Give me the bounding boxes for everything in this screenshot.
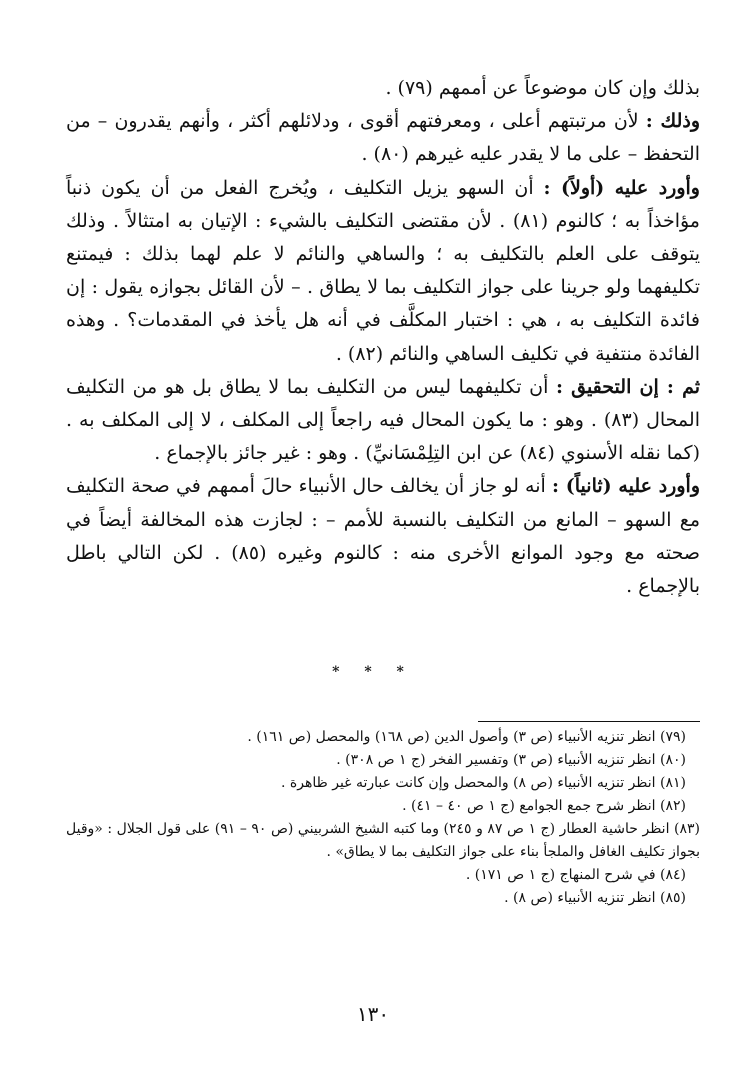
- footnote-85: (٨٥) انظر تنزيه الأنبياء (ص ٨) .: [504, 890, 686, 906]
- page-number: ١٣٠: [356, 1002, 390, 1026]
- footnote-81: (٨١) انظر تنزيه الأنبياء (ص ٨) والمحصل وإن كانت عبارته غير ظاهرة .: [281, 775, 686, 791]
- paragraph-5: [66, 470, 700, 603]
- main-text: [66, 72, 700, 603]
- paragraph-2-text: لأن مرتبتهم أعلى ، ومعرفتهم أقوى ، ودلائلهم أكثر ، وأنهم يقدرون – من التحفظ – على ما لا يقدر عليه غيرهم (٨٠) .: [66, 110, 700, 166]
- paragraph-5-text: أنه لو جاز أن يخالف حال الأنبياء حالَ أممهم في صحة التكليف مع السهو – المانع من التكليف بالنسبة للأمم – : لجازت هذه المخالفة أيضاً في صحته مع وجود الموانع الأخرى منه : كالنوم وغيره (٨٥) . لكن التالي باطل بالإجماع .: [66, 475, 700, 598]
- footnote-80: (٨٠) انظر تنزيه الأنبياء (ص ٣) وتفسير الفخر (ج ١ ص ٣٠٨) .: [336, 752, 686, 768]
- paragraph-2: [66, 105, 700, 171]
- paragraph-5-heading: وأورد عليه (ثانياً) :: [552, 475, 700, 498]
- paragraph-1: [66, 72, 700, 105]
- section-separator: * * *: [332, 664, 414, 680]
- footnote-divider: [478, 721, 700, 722]
- footnotes: [66, 726, 700, 910]
- paragraph-3-text: أن السهو يزيل التكليف ، ويُخرج الفعل من أن يكون ذنباً مؤاخذاً به ؛ كالنوم (٨١) . لأن مقتضى التكليف بالشيء : الإتيان به امتثالاً . وذلك يتوقف على العلم بالتكليف به ؛ والساهي والنائم لا علم لهما بذلك : فيمتنع تكليفهما ولو جرينا على جواز التكليف بما لا يطاق . – لأن القائل بجوازه يقول : إن فائدة التكليف به ، هي : اختبار المكلَّف في أنه هل يأخذ في المقدمات؟ . وهذه الفائدة منتفية في تكليف الساهي والنائم (٨٢) .: [66, 176, 700, 365]
- footnote-82: (٨٢) انظر شرح جمع الجوامع (ج ١ ص ٤٠ – ٤١) .: [402, 798, 686, 814]
- paragraph-4-text: أن تكليفهما ليس من التكليف بما لا يطاق بل هو من التكليف المحال (٨٣) . وهو : ما يكون المحال فيه راجعاً إلى المكلف ، لا إلى المكلف به . (كما نقله الأسنوي (٨٤) عن ابن التِلِمْسَانيِّ) . وهو : غير جائز بالإجماع .: [66, 375, 700, 465]
- paragraph-4-heading: ثم : إن التحقيق :: [555, 375, 700, 398]
- footnote-84: (٨٤) في شرح المنهاج (ج ١ ص ١٧١) .: [465, 867, 686, 883]
- paragraph-2-heading: وذلك :: [645, 110, 700, 133]
- paragraph-1-text: بذلك وإن كان موضوعاً عن أممهم (٧٩) .: [385, 77, 700, 99]
- footnote-83: (٨٣) انظر حاشية العطار (ج ١ ص ٨٧ و ٢٤٥) وما كتبه الشيخ الشربيني (ص ٩٠ – ٩١) على قول الجلال : «وقيل بجواز تكليف الغافل والملجأ بناء على جواز التكليف بما لا يطاق» .: [66, 821, 700, 860]
- paragraph-3-heading: وأورد عليه (أولاً) :: [543, 176, 700, 199]
- paragraph-4: [66, 371, 700, 471]
- paragraph-3: [66, 172, 700, 371]
- footnote-79: (٧٩) انظر تنزيه الأنبياء (ص ٣) وأصول الدين (ص ١٦٨) والمحصل (ص ١٦١) .: [247, 729, 686, 745]
